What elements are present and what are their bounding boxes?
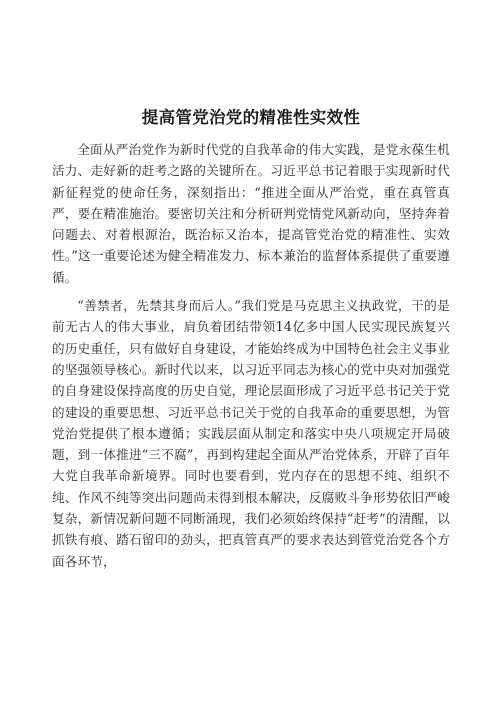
body-paragraph-1: 全面从严治党作为新时代党的自我革命的伟大实践，是党永葆生机活力、走好新的赶考之路的关键所在。习近平总书记着眼于实现新时代新征程党的使命任务，深刻指出：“推进全面从严治党，重在真管真严，要在精准施治。要密切关注和分析研判党情党风新动向，坚持奔着问题去、对着根源治，既治标又治本，提高管党治党的精准性、实效性。”这一重要论述为健全精准发力、标本兼治的监督体系提供了重要遵循。 <box>52 142 450 285</box>
document-title: 提高管党治党的精准性实效性 <box>141 108 361 127</box>
body-paragraph-2: “善禁者，先禁其身而后人。”我们党是马克思主义执政党，干的是前无古人的伟大事业，肩负着团结带领14亿多中国人民实现民族复兴的历史重任，只有做好自身建设，才能始终成为中国特色社会主义事业的坚强领导核心。新时代以来，以习近平同志为核心的党中央对加强党的自身建设保持高度的历史自觉，理论层面形成了习近平总书记关于党的建设的重要思想、习近平总书记关于党的自我革命的重要思想，为管党治党提供了根本遵循；实践层面从制定和落实中央八项规定开局破题，到一体推进“三不腐”，再到构建起全面从严治党体系，开辟了百年大党自我革命新境界。同时也要看到，党内存在的思想不纯、组织不纯、作风不纯等突出问题尚未得到根本解决，反腐败斗争形势依旧严峻复杂，新情况新问题不同断涌现，我们必须始终保持“赶考”的清醒，以抓铁有痕、踏石留印的劲头，把真管真严的要求表达到管党治党各个方面各环节， <box>52 298 450 569</box>
